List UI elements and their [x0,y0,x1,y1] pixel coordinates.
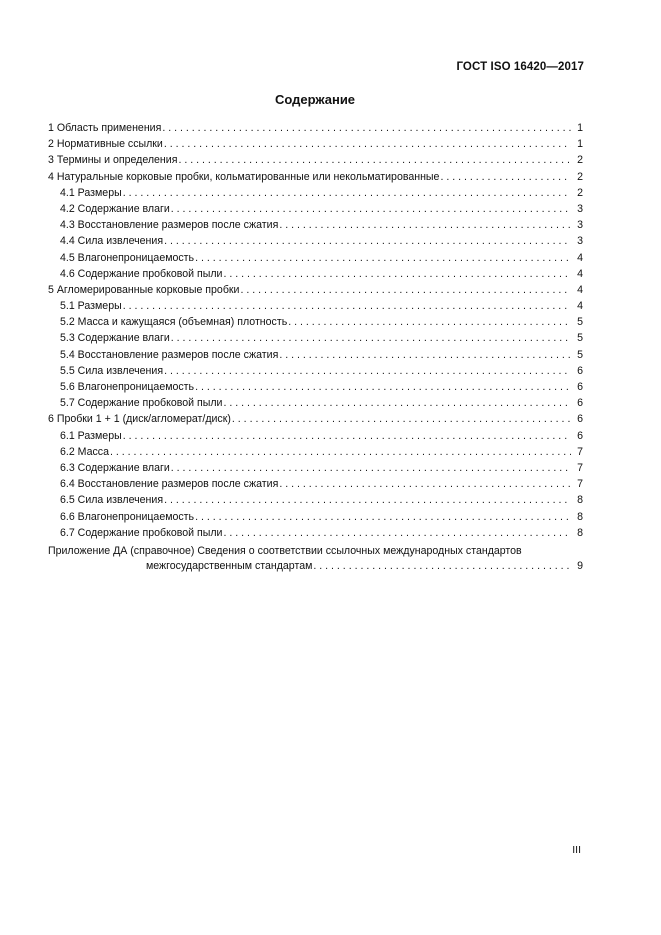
toc-entry[interactable] [48,152,583,168]
toc-entry[interactable] [48,428,583,444]
toc-entry-label: 6 Пробки 1 + 1 (диск/агломерат/диск) [48,413,231,426]
dot-leader [123,298,571,314]
toc-entry-label: 4.6 Содержание пробковой пыли [60,267,223,280]
toc-entry[interactable] [48,120,583,136]
dot-leader [164,136,571,152]
dot-leader [279,476,571,492]
dot-leader [313,558,571,574]
toc-entry-label: 5 Агломерированные корковые пробки [48,283,240,296]
toc-entry-label: 6.6 Влагонепроницаемость [60,510,195,523]
toc-entry-page: 1 [577,122,583,134]
toc-entry[interactable] [48,282,583,298]
dot-leader [171,330,571,346]
toc-entry-label: 4.4 Сила извлечения [60,235,164,248]
toc-entry[interactable] [48,233,583,249]
dot-leader [110,444,571,460]
dot-leader [279,347,571,363]
toc-entry-page: 4 [577,267,583,280]
dot-leader [440,169,571,185]
toc-entry-page: 7 [577,461,583,474]
toc-entry-label: 6.3 Содержание влаги [60,461,170,474]
toc-entry[interactable] [48,476,583,492]
toc-entry-label: 4.2 Содержание влаги [60,202,170,215]
dot-leader [195,250,571,266]
toc-entry-page: 6 [577,381,583,393]
appendix-title-line2: межгосударственным стандартам [146,559,313,572]
toc-entry-page: 6 [577,364,583,377]
dot-leader [195,379,571,395]
dot-leader [240,282,571,298]
toc-entry-page: 6 [577,413,583,426]
toc-entry-label: 5.2 Масса и кажущаяся (объемная) плотность [60,316,288,329]
toc-entry-page: 4 [577,251,583,264]
toc-entry-label: 4.3 Восстановление размеров после сжатия [60,219,279,232]
toc-entry[interactable] [48,509,583,525]
toc-entry-label: 5.3 Содержание влаги [60,332,170,345]
toc-entry-page: 3 [577,219,583,232]
toc-list [48,120,583,541]
toc-entry-page: 2 [577,170,583,183]
toc-entry[interactable] [48,395,583,411]
toc-entry[interactable] [48,525,583,541]
toc-entry[interactable] [48,185,583,201]
dot-leader [288,314,571,330]
toc-entry-page: 4 [577,283,583,296]
toc-entry-label: 6.7 Содержание пробковой пыли [60,526,223,539]
toc-entry-page: 2 [577,154,583,167]
dot-leader [223,266,571,282]
dot-leader [279,217,571,233]
toc-entry-label: 5.7 Содержание пробковой пыли [60,397,223,410]
toc-entry[interactable] [48,201,583,217]
toc-entry-label: 4 Натуральные корковые пробки, кольматированные или некольматированные [48,170,440,183]
toc-entry-page: 5 [577,348,583,361]
toc-entry[interactable] [48,314,583,330]
toc-entry[interactable] [48,169,583,185]
toc-entry-label: 6.4 Восстановление размеров после сжатия [60,478,279,491]
dot-leader [223,395,571,411]
dot-leader [123,428,571,444]
toc-entry-page: 1 [577,138,583,151]
toc-entry[interactable] [48,444,583,460]
toc-entry-page: 2 [577,186,583,199]
toc-entry[interactable] [48,379,583,395]
dot-leader [178,152,571,168]
dot-leader [164,233,571,249]
toc-entry-page: 8 [577,510,583,523]
toc-entry-page: 5 [577,316,583,329]
dot-leader [162,120,571,136]
toc-title: Содержание [274,92,356,107]
toc-entry[interactable] [48,266,583,282]
toc-entry-page: 7 [577,478,583,491]
toc-entry-page: 8 [577,494,583,507]
toc-entry-page: 7 [577,445,583,458]
dot-leader [223,525,571,541]
toc-entry-label: 5.4 Восстановление размеров после сжатия [60,348,279,361]
table-of-contents [48,120,583,574]
toc-entry-label: 4.1 Размеры [60,186,122,199]
toc-entry[interactable] [48,298,583,314]
toc-entry-label: 6.1 Размеры [60,429,122,442]
toc-entry[interactable] [48,217,583,233]
toc-entry[interactable] [48,136,583,152]
toc-entry-page: 3 [577,202,583,215]
toc-entry-label: 3 Термины и определения [48,154,178,167]
toc-entry-page: 4 [577,300,583,313]
toc-entry-page: 3 [577,235,583,248]
toc-entry[interactable] [48,492,583,508]
toc-entry-label: 4.5 Влагонепроницаемость [60,251,195,264]
dot-leader [195,509,571,525]
toc-entry-label: 2 Нормативные ссылки [48,138,163,151]
dot-leader [123,185,571,201]
dot-leader [164,363,571,379]
toc-entry-page: 6 [577,429,583,442]
toc-entry[interactable] [48,363,583,379]
page-number: III [572,844,581,856]
toc-entry[interactable] [48,347,583,363]
toc-entry-label: 5.5 Сила извлечения [60,364,164,377]
toc-entry[interactable] [48,411,583,427]
toc-entry-label: 1 Область применения [48,122,162,134]
toc-entry[interactable] [48,330,583,346]
document-code: ГОСТ ISO 16420—2017 [456,61,584,73]
toc-entry-page: 6 [577,397,583,410]
toc-entry-label: 5.6 Влагонепроницаемость [60,381,195,393]
dot-leader [164,492,571,508]
dot-leader [171,201,571,217]
toc-entry[interactable] [48,460,583,476]
toc-entry-label: 5.1 Размеры [60,300,122,313]
appendix-page-number: 9 [577,559,583,572]
appendix-title-line2-row [48,558,583,574]
toc-entry[interactable] [48,250,583,266]
toc-entry-page: 8 [577,526,583,539]
dot-leader [232,411,571,427]
toc-entry-label: 6.5 Сила извлечения [60,494,164,507]
toc-entry-label: 6.2 Масса [60,445,109,458]
toc-appendix-entry[interactable] [48,543,583,574]
appendix-title-line1: Приложение ДА (справочное) Сведения о соответствии ссылочных международных стандартов [48,544,522,557]
toc-entry-page: 5 [577,332,583,345]
dot-leader [171,460,571,476]
